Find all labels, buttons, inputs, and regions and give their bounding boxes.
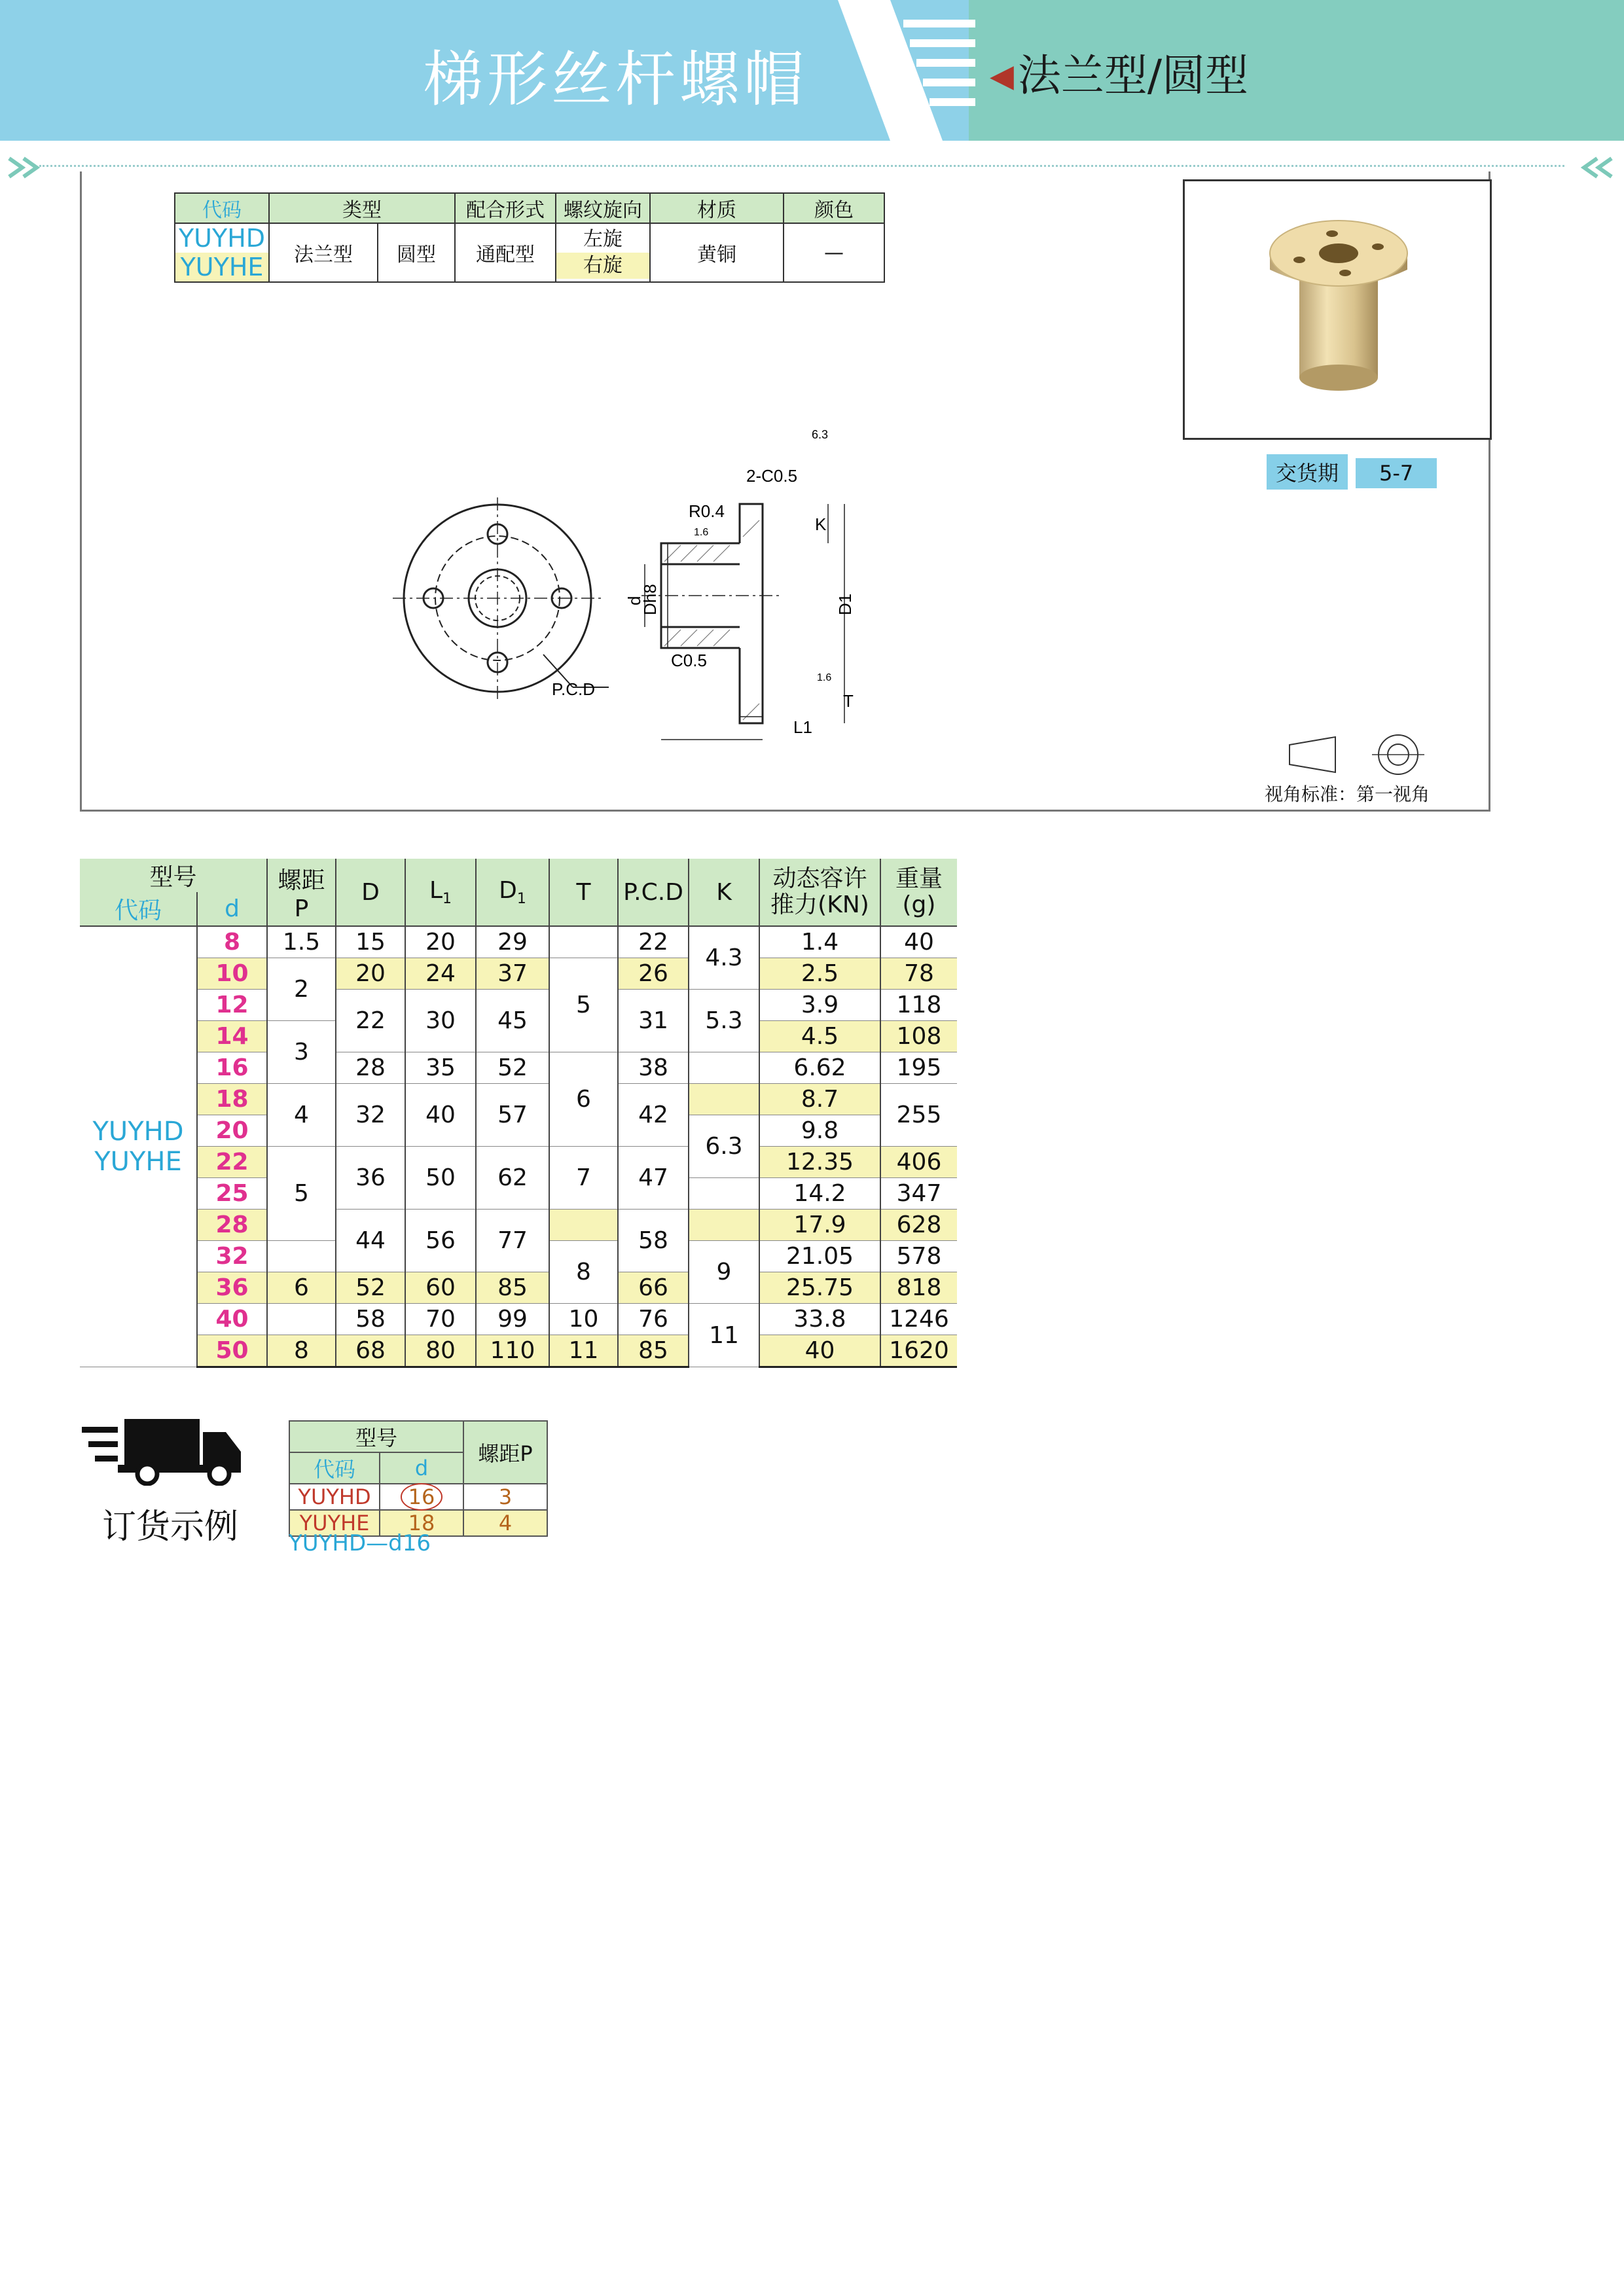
label-t: T — [843, 691, 854, 711]
K-value: 9 — [689, 1241, 759, 1304]
D-value: 44 — [336, 1210, 405, 1272]
spec-table — [174, 192, 885, 283]
label-l1: L1 — [793, 717, 812, 737]
order-example-label: 订货示例 — [102, 1507, 239, 1547]
code-1: YUYHD — [92, 1117, 184, 1147]
header-pitch-label: 螺距 — [278, 867, 325, 894]
T-value: 5 — [549, 958, 618, 1052]
header-thrust-2: 推力(KN) — [770, 891, 869, 918]
weight-value: 1246 — [880, 1304, 957, 1335]
code-cell — [80, 926, 197, 1367]
pitch-value: 5 — [267, 1147, 336, 1241]
PCD-value: 66 — [618, 1272, 689, 1304]
weight-value: 78 — [880, 958, 957, 990]
spec-header-type: 类型 — [269, 193, 455, 223]
PCD-value: 31 — [618, 990, 689, 1052]
spec-thread-left: 左旋 — [583, 228, 623, 251]
K-empty — [689, 1052, 759, 1084]
spec-thread-cell — [556, 223, 650, 282]
D1-value: 77 — [476, 1210, 549, 1272]
PCD-value: 38 — [618, 1052, 689, 1084]
spec-header-color: 颜色 — [784, 193, 884, 223]
ex-d — [380, 1484, 463, 1510]
dimension-lines — [645, 504, 844, 740]
header-L1: $L_1$ — [405, 859, 476, 926]
T-empty — [549, 1210, 618, 1241]
d-value: 12 — [197, 990, 267, 1021]
T-value: 10 — [549, 1304, 618, 1335]
d-value: 36 — [197, 1272, 267, 1304]
thrust-value: 2.5 — [759, 958, 880, 990]
header-D: D — [336, 859, 405, 926]
pitch-value: 3 — [267, 1021, 336, 1084]
PCD-value: 76 — [618, 1304, 689, 1335]
ex-header-d: d — [380, 1452, 463, 1484]
pitch-empty — [267, 1241, 336, 1272]
thrust-value: 17.9 — [759, 1210, 880, 1241]
weight-value: 108 — [880, 1021, 957, 1052]
d-value: 28 — [197, 1210, 267, 1241]
delivery-value: 5-7 — [1356, 458, 1437, 488]
spec-fit: 通配型 — [455, 223, 556, 282]
header-weight — [880, 859, 957, 926]
pitch-value: 2 — [267, 958, 336, 1021]
weight-value: 628 — [880, 1210, 957, 1241]
header-D1: $D_1$ — [476, 859, 549, 926]
D-value: 52 — [336, 1272, 405, 1304]
d-value: 14 — [197, 1021, 267, 1052]
K-empty — [689, 1084, 759, 1115]
order-example-code: YUYHD—d16 — [289, 1530, 431, 1556]
weight-value: 1620 — [880, 1335, 957, 1367]
weight-value: 578 — [880, 1241, 957, 1272]
spec-color: — — [784, 223, 884, 282]
weight-value: 818 — [880, 1272, 957, 1304]
page-title: 梯形丝杆螺帽 — [422, 45, 808, 115]
L1-value: 20 — [405, 926, 476, 958]
label-rough2: 1.6 — [694, 527, 709, 538]
header-weight-2: (g) — [902, 891, 936, 918]
L1-value: 70 — [405, 1304, 476, 1335]
label-rough3: 1.6 — [817, 672, 832, 683]
D1-value: 45 — [476, 990, 549, 1052]
header-pitch — [267, 859, 336, 926]
delivery-truck-icon — [79, 1414, 242, 1486]
ex-d: 18 — [380, 1510, 463, 1536]
dimension-table — [80, 859, 957, 1368]
delivery-period — [1267, 454, 1445, 490]
D1-value: 62 — [476, 1147, 549, 1210]
K-empty — [689, 1210, 759, 1241]
weight-value: 347 — [880, 1178, 957, 1210]
thrust-value: 8.7 — [759, 1084, 880, 1115]
pitch-value: 6 — [267, 1272, 336, 1304]
K-value: 5.3 — [689, 990, 759, 1052]
thrust-value: 40 — [759, 1335, 880, 1367]
PCD-value: 85 — [618, 1335, 689, 1367]
weight-value: 195 — [880, 1052, 957, 1084]
header-K: K — [689, 859, 759, 926]
header-L1-label: L — [429, 876, 443, 904]
technical-drawing — [393, 419, 1047, 746]
L1-value: 30 — [405, 990, 476, 1052]
spec-header-fit: 配合形式 — [455, 193, 556, 223]
thrust-value: 1.4 — [759, 926, 880, 958]
d-value: 10 — [197, 958, 267, 990]
D1-value: 110 — [476, 1335, 549, 1367]
front-view — [393, 497, 609, 700]
K-value: 11 — [689, 1304, 759, 1367]
T-empty — [549, 926, 618, 958]
thrust-value: 21.05 — [759, 1241, 880, 1272]
d-value: 50 — [197, 1335, 267, 1367]
weight-value: 40 — [880, 926, 957, 958]
L1-value: 40 — [405, 1084, 476, 1147]
D-value: 15 — [336, 926, 405, 958]
label-k: K — [815, 514, 827, 534]
D-value: 28 — [336, 1052, 405, 1084]
side-view — [641, 504, 779, 723]
label-r: R0.4 — [689, 501, 725, 521]
label-c: C0.5 — [671, 651, 707, 670]
header-d: d — [197, 892, 267, 926]
d-value: 8 — [197, 926, 267, 958]
L1-value: 60 — [405, 1272, 476, 1304]
label-chamfer: 2-C0.5 — [746, 466, 798, 486]
T-value: 6 — [549, 1052, 618, 1147]
D1-value: 37 — [476, 958, 549, 990]
ex-p: 3 — [463, 1484, 547, 1510]
header-T: T — [549, 859, 618, 926]
ex-header-pitch: 螺距P — [463, 1421, 547, 1484]
order-example-table — [289, 1420, 548, 1537]
T-value: 7 — [549, 1147, 618, 1210]
spec-header-material: 材质 — [650, 193, 784, 223]
ex-code: YUYHE — [289, 1510, 380, 1536]
spec-header-code: 代码 — [175, 193, 269, 223]
spec-header-thread: 螺纹旋向 — [556, 193, 650, 223]
first-angle-projection-icon — [1283, 732, 1453, 778]
D1-value: 99 — [476, 1304, 549, 1335]
ex-code: YUYHD — [289, 1484, 380, 1510]
L1-value: 50 — [405, 1147, 476, 1210]
L1-value: 56 — [405, 1210, 476, 1272]
thrust-value: 25.75 — [759, 1272, 880, 1304]
pitch-value: 4 — [267, 1084, 336, 1147]
K-value: 4.3 — [689, 926, 759, 990]
ex-header-model: 型号 — [289, 1421, 463, 1452]
PCD-value: 47 — [618, 1147, 689, 1210]
header-model: 型号 — [80, 859, 267, 892]
PCD-value: 26 — [618, 958, 689, 990]
label-dh8: Dh8 — [640, 584, 660, 615]
label-d1: D1 — [835, 593, 855, 615]
spec-material: 黄铜 — [650, 223, 784, 282]
header-weight-1: 重量 — [895, 865, 943, 892]
spec-code-cell — [175, 223, 269, 282]
thrust-value: 12.35 — [759, 1147, 880, 1178]
chevron-left-icon — [1571, 154, 1617, 181]
d-value: 22 — [197, 1147, 267, 1178]
spec-thread-right: 右旋 — [556, 253, 649, 279]
ex-d-circled: 16 — [401, 1483, 443, 1511]
subtitle-text: 法兰型/圆型 — [1017, 50, 1249, 101]
pitch-value: 1.5 — [267, 926, 336, 958]
label-rough1: 6.3 — [812, 428, 829, 441]
header-pitch-p: P — [294, 895, 309, 922]
thrust-value: 33.8 — [759, 1304, 880, 1335]
D-value: 32 — [336, 1084, 405, 1147]
header-code: 代码 — [80, 892, 197, 926]
thrust-value: 6.62 — [759, 1052, 880, 1084]
ex-p: 4 — [463, 1510, 547, 1536]
D-value: 20 — [336, 958, 405, 990]
spec-code-2: YUYHE — [175, 253, 268, 281]
product-photo-frame — [1183, 179, 1492, 440]
K-value: 6.3 — [689, 1115, 759, 1178]
header-thrust — [759, 859, 880, 926]
PCD-value: 58 — [618, 1210, 689, 1272]
L1-value: 35 — [405, 1052, 476, 1084]
K-empty — [689, 1178, 759, 1210]
L1-value: 80 — [405, 1335, 476, 1367]
d-value: 40 — [197, 1304, 267, 1335]
D1-value: 57 — [476, 1084, 549, 1147]
weight-value: 406 — [880, 1147, 957, 1178]
D1-value: 85 — [476, 1272, 549, 1304]
pitch-empty — [267, 1304, 336, 1335]
thrust-value: 14.2 — [759, 1178, 880, 1210]
hatching — [664, 520, 759, 720]
label-pcd: P.C.D — [552, 679, 595, 699]
page-subtitle — [990, 41, 1248, 103]
spec-type2: 圆型 — [378, 223, 455, 282]
d-value: 32 — [197, 1241, 267, 1272]
d-value: 18 — [197, 1084, 267, 1115]
d-value: 20 — [197, 1115, 267, 1147]
brass-nut-image — [1185, 181, 1490, 438]
PCD-value: 22 — [618, 926, 689, 958]
d-value: 16 — [197, 1052, 267, 1084]
thrust-value: 3.9 — [759, 990, 880, 1021]
delivery-label: 交货期 — [1267, 454, 1348, 490]
L1-value: 24 — [405, 958, 476, 990]
T-value: 11 — [549, 1335, 618, 1367]
header-PCD: P.C.D — [618, 859, 689, 926]
D1-value: 29 — [476, 926, 549, 958]
spec-type1: 法兰型 — [269, 223, 378, 282]
spec-code-1: YUYHD — [178, 224, 266, 253]
code-2: YUYHE — [94, 1147, 182, 1177]
D-value: 36 — [336, 1147, 405, 1210]
D-value: 22 — [336, 990, 405, 1052]
label-d: d — [624, 596, 644, 605]
d-value: 25 — [197, 1178, 267, 1210]
D1-value: 52 — [476, 1052, 549, 1084]
chevron-right-icon — [4, 154, 50, 181]
weight-value: 255 — [880, 1084, 957, 1147]
T-value: 8 — [549, 1241, 618, 1304]
dotted-divider — [39, 165, 1564, 167]
weight-value: 118 — [880, 990, 957, 1021]
D-value: 58 — [336, 1304, 405, 1335]
triangle-marker-icon: ◀ — [990, 58, 1014, 94]
view-standard: 视角标准：第一视角 — [1265, 783, 1430, 805]
thrust-value: 4.5 — [759, 1021, 880, 1052]
header-D1-label: D — [499, 876, 517, 904]
ex-header-code: 代码 — [289, 1452, 380, 1484]
header-thrust-1: 动态容许 — [772, 865, 867, 892]
pitch-value: 8 — [267, 1335, 336, 1367]
PCD-value: 42 — [618, 1084, 689, 1147]
thrust-value: 9.8 — [759, 1115, 880, 1147]
D-value: 68 — [336, 1335, 405, 1367]
